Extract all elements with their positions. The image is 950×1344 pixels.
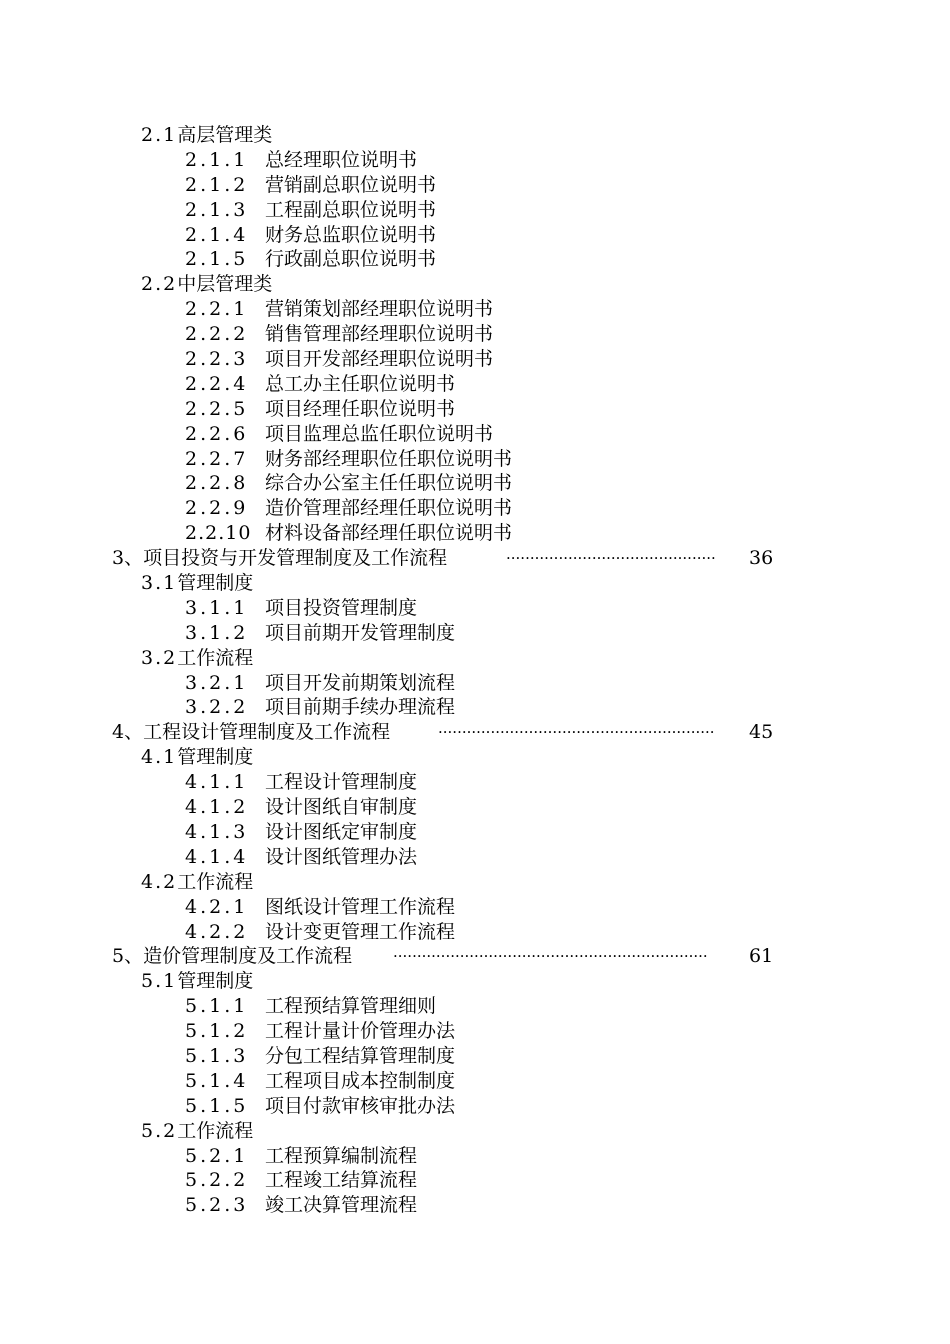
toc-item-title: 工程项目成本控制制度: [265, 1069, 456, 1092]
toc-item-3-1-2: [0, 621, 950, 646]
toc-item-4-1-3: [0, 820, 950, 845]
toc-item-number: 4.2.1: [185, 895, 249, 918]
toc-item-2-2-7: [0, 447, 950, 472]
toc-section-3[interactable]: [0, 546, 950, 571]
toc-item-4-1-4: [0, 845, 950, 870]
toc-item-5-1-4: [0, 1069, 950, 1094]
toc-page-number: 61: [749, 945, 774, 968]
toc-item-number: 2.1.3: [185, 198, 249, 221]
toc-item-3-2-1: [0, 671, 950, 696]
toc-item-5-2-1: [0, 1144, 950, 1169]
toc-section-title: 造价管理制度及工作流程: [143, 945, 353, 968]
toc-subsection-number: 2.2: [141, 273, 178, 296]
toc-item-title: 总工办主任职位说明书: [265, 372, 456, 395]
toc-item-3-1-1: [0, 596, 950, 621]
toc-item-2-2-6: [0, 422, 950, 447]
toc-section-title: 项目投资与开发管理制度及工作流程: [143, 547, 448, 570]
toc-item-2-2-9: [0, 496, 950, 521]
toc-section-number: 4、: [112, 721, 144, 744]
toc-item-2-2-3: [0, 347, 950, 372]
toc-item-number: 4.1.4: [185, 845, 249, 868]
toc-item-2-2-1: [0, 297, 950, 322]
toc-subsection-4-2: [0, 870, 950, 895]
toc-item-5-1-5: [0, 1094, 950, 1119]
toc-item-title: 项目付款审核审批办法: [265, 1094, 456, 1117]
toc-item-title: 项目前期手续办理流程: [265, 696, 456, 719]
toc-subsection-2-1: [0, 123, 950, 148]
toc-item-number: 2.2.4: [185, 372, 249, 395]
toc-item-2-2-2: [0, 322, 950, 347]
toc-item-title: 综合办公室主任任职位说明书: [265, 472, 513, 495]
toc-subsection-title: 高层管理类: [177, 124, 273, 146]
toc-item-3-2-2: [0, 695, 950, 720]
toc-subsection-5-2: [0, 1119, 950, 1144]
toc-item-2-1-1: [0, 148, 950, 173]
toc-section-number: 5、: [112, 945, 144, 968]
toc-subsection-title: 工作流程: [177, 646, 254, 669]
toc-item-title: 营销副总职位说明书: [265, 173, 437, 196]
toc-page-number: 36: [749, 547, 774, 570]
toc-item-2-2-10: [0, 521, 950, 546]
toc-item-4-1-1: [0, 770, 950, 795]
toc-item-number: 2.1.2: [185, 173, 249, 196]
toc-item-number: 5.1.5: [185, 1094, 249, 1117]
toc-item-title: 设计图纸定审制度: [265, 820, 418, 843]
toc-item-number: 2.2.1: [185, 298, 249, 321]
toc-item-title: 营销策划部经理职位说明书: [265, 298, 494, 321]
toc-subsection-5-1: [0, 969, 950, 994]
toc-item-number: 5.1.2: [185, 1020, 249, 1043]
toc-item-4-1-2: [0, 795, 950, 820]
toc-item-number: 3.2.2: [185, 696, 249, 719]
toc-item-title: 财务部经理职位任职位说明书: [265, 447, 513, 470]
toc-section-5[interactable]: [0, 944, 950, 969]
toc-item-title: 财务总监职位说明书: [265, 223, 437, 246]
toc-item-2-1-4: [0, 223, 950, 248]
toc-item-2-2-5: [0, 397, 950, 422]
toc-subsection-number: 5.2: [141, 1119, 178, 1142]
toc-item-title: 行政副总职位说明书: [265, 248, 437, 271]
toc-subsection-title: 工作流程: [177, 1119, 254, 1142]
toc-item-title: 项目经理任职位说明书: [265, 397, 456, 420]
toc-item-title: 工程计量计价管理办法: [265, 1020, 456, 1043]
toc-item-number: 4.1.2: [185, 796, 249, 819]
toc-item-number: 2.2.8: [185, 472, 249, 495]
toc-item-number: 2.2.3: [185, 348, 249, 371]
toc-item-number: 5.1.1: [185, 995, 249, 1018]
toc-subsection-number: 3.1: [141, 572, 178, 595]
toc-item-number: 2.2.2: [185, 323, 249, 346]
toc-subsection-title: 管理制度: [177, 746, 254, 769]
toc-item-title: 分包工程结算管理制度: [265, 1044, 456, 1067]
toc-item-number: 3.1.2: [185, 621, 249, 644]
toc-item-title: 项目监理总监任职位说明书: [265, 422, 494, 445]
toc-item-2-1-5: [0, 247, 950, 272]
toc-section-title: 工程设计管理制度及工作流程: [143, 721, 391, 744]
toc-subsection-4-1: [0, 745, 950, 770]
toc-item-title: 设计变更管理工作流程: [265, 920, 456, 943]
toc-item-2-1-3: [0, 198, 950, 223]
toc-item-title: 设计图纸管理办法: [265, 845, 418, 868]
toc-item-title: 竣工决算管理流程: [265, 1194, 418, 1217]
toc-item-title: 设计图纸自审制度: [265, 796, 418, 819]
toc-item-4-2-2: [0, 920, 950, 945]
toc-subsection-number: 2.1: [141, 124, 178, 146]
toc-item-2-1-2: [0, 173, 950, 198]
toc-item-number: 3.2.1: [185, 671, 249, 694]
toc-item-number: 2.2.5: [185, 397, 249, 420]
toc-leader-dots: ··································································: [393, 947, 708, 966]
toc-item-number: 2.1.5: [185, 248, 249, 271]
toc-item-4-2-1: [0, 895, 950, 920]
toc-item-title: 工程预结算管理细则: [265, 995, 437, 1018]
toc-subsection-number: 4.1: [141, 746, 178, 769]
toc-item-number: 2.2.9: [185, 497, 249, 520]
toc-leader-dots: ··························································: [438, 723, 715, 742]
toc-item-5-2-2: [0, 1168, 950, 1193]
toc-section-number: 3、: [112, 547, 144, 570]
toc-item-number: 4.1.1: [185, 771, 249, 794]
toc-item-number: 2.1.4: [185, 223, 249, 246]
toc-subsection-title: 工作流程: [177, 870, 254, 893]
toc-subsection-number: 5.1: [141, 970, 178, 993]
toc-subsection-title: 中层管理类: [177, 273, 273, 296]
toc-item-title: 造价管理部经理任职位说明书: [265, 497, 513, 520]
toc-item-title: 项目开发前期策划流程: [265, 671, 456, 694]
toc-item-2-2-8: [0, 471, 950, 496]
toc-item-2-2-4: [0, 372, 950, 397]
toc-item-number: 5.1.4: [185, 1069, 249, 1092]
toc-item-title: 工程设计管理制度: [265, 771, 418, 794]
toc-item-title: 工程预算编制流程: [265, 1144, 418, 1167]
toc-item-number: 4.2.2: [185, 920, 249, 943]
toc-section-4[interactable]: [0, 720, 950, 745]
toc-item-title: 销售管理部经理职位说明书: [265, 323, 494, 346]
toc-page-number: 45: [749, 721, 774, 744]
toc-item-title: 项目前期开发管理制度: [265, 621, 456, 644]
toc-item-title: 工程副总职位说明书: [265, 198, 437, 221]
toc-item-number: 4.1.3: [185, 820, 249, 843]
toc-subsection-number: 3.2: [141, 646, 178, 669]
toc-item-number: 5.2.1: [185, 1144, 249, 1167]
toc-item-number: 2.2.10: [185, 522, 252, 545]
toc-item-title: 工程竣工结算流程: [265, 1169, 418, 1192]
toc-subsection-2-2: [0, 272, 950, 297]
table-of-contents: [0, 123, 950, 1218]
toc-item-title: 项目开发部经理职位说明书: [265, 348, 494, 371]
toc-item-number: 5.2.2: [185, 1169, 249, 1192]
toc-item-title: 图纸设计管理工作流程: [265, 895, 456, 918]
toc-item-number: 3.1.1: [185, 596, 249, 619]
toc-item-number: 5.2.3: [185, 1194, 249, 1217]
toc-item-number: 2.2.7: [185, 447, 249, 470]
toc-item-5-1-1: [0, 994, 950, 1019]
toc-item-title: 项目投资管理制度: [265, 596, 418, 619]
toc-leader-dots: ············································: [506, 549, 716, 568]
toc-item-number: 2.1.1: [185, 148, 249, 171]
toc-item-number: 5.1.3: [185, 1044, 249, 1067]
toc-subsection-3-1: [0, 571, 950, 596]
toc-item-5-2-3: [0, 1193, 950, 1218]
toc-item-5-1-3: [0, 1044, 950, 1069]
toc-subsection-title: 管理制度: [177, 970, 254, 993]
toc-item-5-1-2: [0, 1019, 950, 1044]
toc-item-title: 材料设备部经理任职位说明书: [265, 522, 513, 545]
toc-subsection-number: 4.2: [141, 870, 178, 893]
toc-subsection-title: 管理制度: [177, 572, 254, 595]
toc-item-number: 2.2.6: [185, 422, 249, 445]
toc-item-title: 总经理职位说明书: [265, 148, 418, 171]
toc-subsection-3-2: [0, 646, 950, 671]
